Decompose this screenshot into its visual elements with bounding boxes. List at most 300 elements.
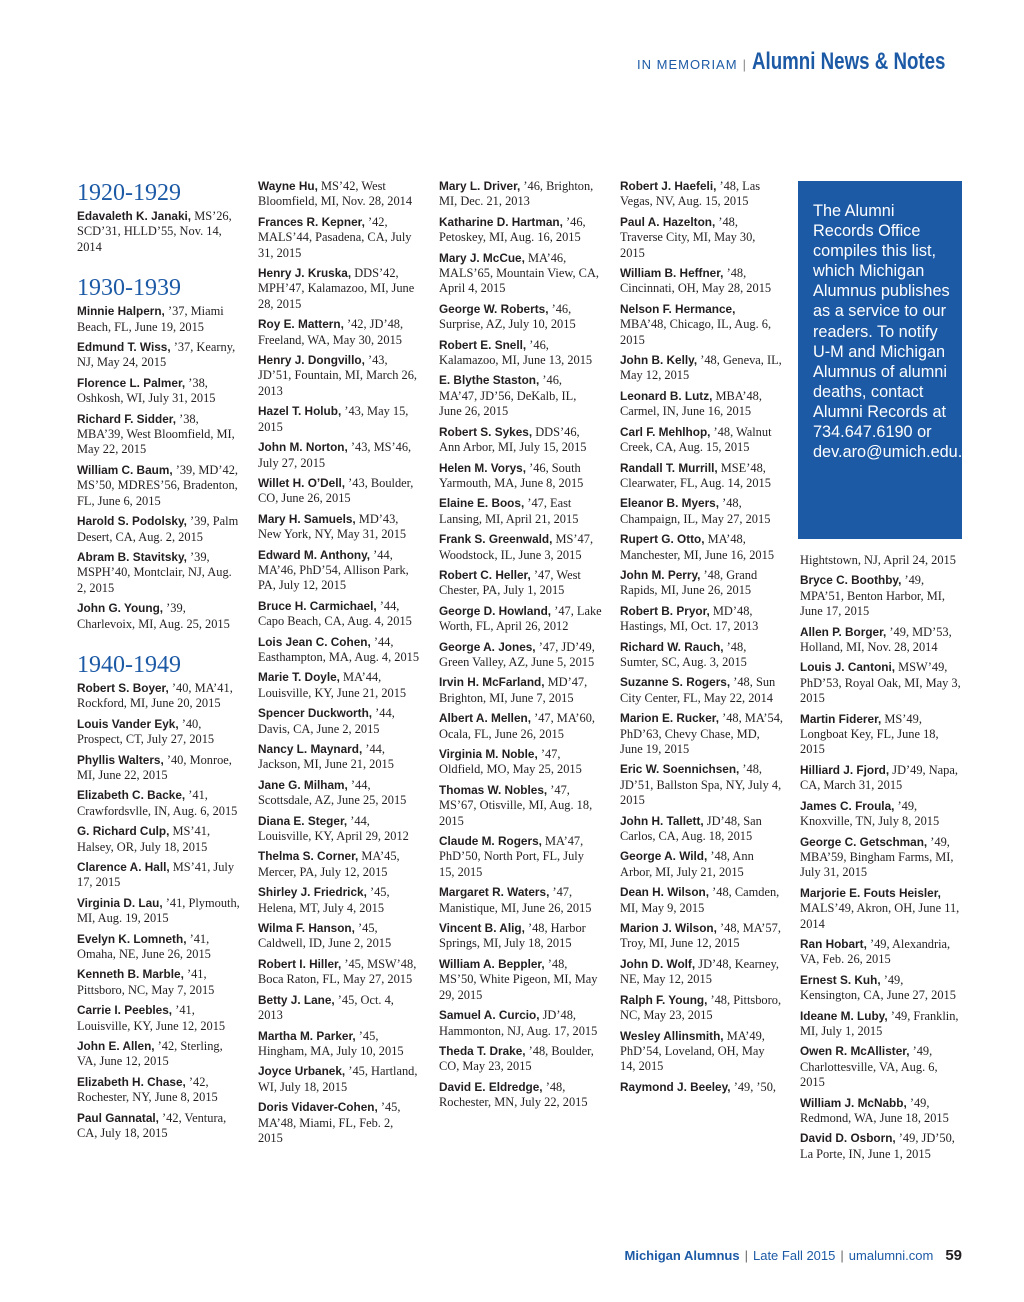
obituary-details: ’45, Hingham, MA, July 10, 2015	[258, 1028, 404, 1058]
alumnus-name: Randall T. Murrill,	[620, 460, 718, 475]
obituary-details: MD’47, Brighton, MI, June 7, 2015	[439, 675, 588, 705]
obituary-details: ’41, Crawfordsvlle, IN, Aug. 6, 2015	[77, 788, 238, 818]
obituary-entry	[439, 302, 602, 333]
alumnus-name: Edavaleth K. Janaki,	[77, 209, 192, 223]
alumnus-name: Paul Gannatal,	[77, 1110, 159, 1125]
obituary-entry	[77, 681, 240, 712]
alumnus-name: Paul A. Hazelton,	[620, 214, 716, 229]
alumnus-name: Ideane M. Luby,	[800, 1008, 888, 1023]
obituary-details: ’47, Lake Worth, FL, April 26, 2012	[439, 603, 602, 634]
obituary-entry	[800, 1096, 963, 1127]
obituary-details: ’45, MSW’48, Boca Raton, FL, May 27, 2015	[258, 956, 417, 987]
alumnus-name: Owen R. McAllister,	[800, 1044, 910, 1059]
alumnus-name: Eleanor B. Myers,	[620, 496, 720, 511]
section-gap	[77, 637, 240, 651]
obituary-entry	[439, 885, 602, 916]
alumnus-name: Marion J. Wilson,	[620, 921, 717, 936]
alumnus-name: Elizabeth C. Backe,	[77, 788, 186, 803]
obituary-details: ’44, Capo Beach, CA, Aug. 4, 2015	[258, 598, 412, 629]
alumnus-name: Marion E. Rucker,	[620, 711, 719, 726]
obituary-entry	[258, 1029, 421, 1060]
obituary-entry	[620, 1029, 783, 1075]
obituary-details: Hightstown, NJ, April 24, 2015	[800, 553, 956, 567]
alumnus-name: Allen P. Borger,	[800, 624, 887, 639]
section-gap	[77, 260, 240, 274]
obituary-entry	[77, 463, 240, 509]
alumnus-name: Minnie Halpern,	[77, 304, 165, 319]
obituary-details: MD’43, New York, NY, May 31, 2015	[258, 511, 407, 542]
obituary-entry	[800, 712, 963, 758]
alumnus-name: Edward M. Anthony,	[258, 547, 371, 562]
obituary-details: ’49, Redmond, WA, June 18, 2015	[800, 1095, 949, 1125]
alumnus-name: William J. McNabb,	[800, 1095, 907, 1110]
obituary-entry	[620, 461, 783, 492]
obituary-entry	[439, 1008, 602, 1039]
obituary-entry	[439, 640, 602, 671]
obituary-details: ’49, MD’53, Holland, MI, Nov. 28, 2014	[800, 624, 952, 655]
obituary-details: ’47, MS’67, Otisville, MI, Aug. 18, 2015	[439, 782, 593, 828]
obituary-entry	[800, 553, 963, 568]
obituary-details: MSE’48, Clearwater, FL, Aug. 14, 2015	[620, 460, 771, 490]
obituary-details: ’46, Petoskey, MI, Aug. 16, 2015	[439, 214, 586, 245]
obituary-details: ’48, JD’51, Ballston Spa, NY, July 4, 2015	[620, 762, 782, 808]
magazine-name: Michigan Alumnus	[624, 1248, 740, 1263]
obituary-entry	[439, 251, 602, 297]
alumnus-name: Louis Vander Eyk,	[77, 716, 179, 731]
alumnus-name: George C. Getschman,	[800, 834, 928, 849]
obituary-entry	[439, 711, 602, 742]
alumnus-name: Marjorie E. Fouts Heisler,	[800, 885, 941, 900]
alumnus-name: George A. Jones,	[439, 639, 536, 654]
obituary-details: ’43, JD’51, Fountain, MI, March 26, 2013	[258, 353, 417, 398]
alumnus-name: E. Blythe Staston,	[439, 373, 540, 388]
obituary-entry	[77, 717, 240, 748]
section-label: IN MEMORIAM	[637, 57, 738, 72]
obituary-details: JD’48, Kearney, NE, May 12, 2015	[620, 956, 779, 987]
alumnus-name: Robert S. Boyer,	[77, 680, 169, 695]
obituary-details: MS’41, Halsey, OR, July 18, 2015	[77, 824, 211, 854]
header-separator: |	[742, 57, 746, 72]
obituary-entry	[439, 1044, 602, 1075]
obituary-details: MA’47, PhD’50, North Port, FL, July 15, 2015	[439, 834, 584, 879]
obituary-entry	[620, 1080, 783, 1095]
obituary-details: MS’47, Woodstock, IL, June 3, 2015	[439, 532, 594, 562]
alumnus-name: Henry J. Dongvillo,	[258, 353, 365, 368]
obituary-details: ’38, Oshkosh, WI, July 31, 2015	[77, 375, 216, 406]
obituary-details: ’37, Miami Beach, FL, June 19, 2015	[77, 304, 224, 334]
alumnus-name: Robert E. Snell,	[439, 337, 527, 352]
alumnus-name: Rupert G. Otto,	[620, 532, 705, 547]
obituary-entry	[800, 1009, 963, 1040]
obituary-details: ’41, Pittsboro, NC, May 7, 2015	[77, 967, 215, 997]
obituary-details: ’49, MBA’59, Bingham Farms, MI, July 31, 2015	[800, 834, 954, 880]
obituary-entry	[620, 496, 783, 527]
obituary-entry	[800, 973, 963, 1004]
alumnus-name: William C. Baum,	[77, 462, 173, 477]
obituary-entry	[800, 886, 963, 932]
obituary-entry	[258, 179, 421, 210]
alumnus-name: Claude M. Rogers,	[439, 834, 542, 849]
alumnus-name: Martin Fiderer,	[800, 711, 882, 726]
alumnus-name: Irvin H. McFarland,	[439, 675, 545, 690]
obituary-details: ’40, MA’41, Rockford, MI, June 20, 2015	[77, 680, 233, 711]
obituary-details: ’48, Champaign, IL, May 27, 2015	[620, 496, 771, 526]
alumnus-name: Wesley Allinsmith,	[620, 1028, 724, 1043]
alumnus-name: Leonard B. Lutz,	[620, 388, 713, 403]
obituary-entry	[620, 762, 783, 808]
alumnus-name: Henry J. Kruska,	[258, 266, 352, 281]
alumnus-name: Louis J. Cantoni,	[800, 660, 896, 675]
obituary-details: ’44, Easthampton, MA, Aug. 4, 2015	[258, 634, 420, 664]
alumnus-name: Theda T. Drake,	[439, 1043, 526, 1058]
obituary-details: ’48, Sumter, SC, Aug. 3, 2015	[620, 639, 747, 669]
obituary-details: MA’48, Manchester, MI, June 16, 2015	[620, 532, 775, 562]
alumnus-name: Roy E. Mattern,	[258, 317, 344, 332]
alumnus-name: Spencer Duckworth,	[258, 706, 373, 721]
alumnus-name: Doris Vidaver-Cohen,	[258, 1100, 378, 1115]
alumnus-name: Ralph F. Young,	[620, 992, 708, 1007]
alumnus-name: Jane G. Milham,	[258, 777, 348, 792]
alumnus-name: Thomas W. Nobles,	[439, 782, 548, 797]
alumnus-name: Robert C. Heller,	[439, 567, 531, 582]
alumnus-name: Lois Jean C. Cohen,	[258, 634, 371, 649]
obituary-details: ’49, Alexandria, VA, Feb. 26, 2015	[800, 936, 951, 967]
obituary-entry	[620, 266, 783, 297]
alumnus-name: Albert A. Mellen,	[439, 711, 531, 726]
obituary-details: ’47, Manistique, MI, June 26, 2015	[439, 885, 592, 915]
obituary-entry	[77, 788, 240, 819]
page-header	[637, 48, 958, 76]
obituary-entry	[439, 373, 602, 419]
obituary-entry	[77, 304, 240, 335]
obituary-entry	[439, 461, 602, 492]
alumnus-name: Richard W. Rauch,	[620, 639, 724, 654]
alumnus-name: Samuel A. Curcio,	[439, 1008, 540, 1023]
obituary-entry	[620, 302, 783, 348]
alumnus-name: Phyllis Walters,	[77, 752, 164, 767]
obituary-entry	[258, 670, 421, 701]
alumnus-name: John B. Kelly,	[620, 353, 698, 368]
obituary-details: ’47, East Lansing, MI, April 21, 2015	[439, 496, 579, 526]
alumnus-name: George D. Howland,	[439, 603, 552, 618]
obituary-details: MSW’49, PhD’53, Royal Oak, MI, May 3, 2015	[800, 660, 961, 706]
alumnus-name: Eric W. Soennichsen,	[620, 762, 740, 777]
obituary-entry	[620, 957, 783, 988]
decade-heading: 1920-1929	[77, 180, 181, 206]
alumnus-name: Kenneth B. Marble,	[77, 967, 184, 982]
obituary-details: MS’41, July 17, 2015	[77, 860, 235, 890]
obituary-entry	[439, 957, 602, 1003]
alumnus-name: Martha M. Parker,	[258, 1028, 356, 1043]
obituary-column-4	[620, 179, 783, 1100]
alumnus-name: Shirley J. Friedrick,	[258, 885, 367, 900]
alumnus-name: Robert B. Pryor,	[620, 603, 710, 618]
obituary-details: JD’48, San Carlos, CA, Aug. 18, 2015	[620, 813, 762, 844]
obituary-entry	[258, 1100, 421, 1146]
alumnus-name: Margaret R. Waters,	[439, 885, 550, 900]
obituary-column-5	[800, 553, 963, 1167]
alumnus-name: Mary L. Driver,	[439, 179, 521, 193]
obituary-details: ’47, MA’60, Ocala, FL, June 26, 2015	[439, 711, 596, 741]
obituary-entry	[258, 1064, 421, 1095]
obituary-details: ’46, Surprise, AZ, July 10, 2015	[439, 301, 576, 332]
obituary-details: ’48, Walnut Creek, CA, Aug. 15, 2015	[620, 424, 772, 455]
obituary-entry	[800, 937, 963, 968]
obituary-entry	[620, 711, 783, 757]
obituary-details: ’43, MS’46, July 27, 2015	[258, 440, 412, 470]
alumnus-name: Marie T. Doyle,	[258, 670, 340, 685]
obituary-details: ’41, Plymouth, MI, Aug. 19, 2015	[77, 895, 240, 926]
alumnus-name: Suzanne S. Rogers,	[620, 675, 731, 690]
alumnus-name: Willet H. O’Dell,	[258, 475, 346, 490]
obituary-details: ’39, MD’42, MS’50, MDRES’56, Bradenton, FL, June 6, 2015	[77, 462, 238, 508]
obituary-details: MA’44, Louisville, KY, June 21, 2015	[258, 670, 407, 700]
obituary-entry	[620, 640, 783, 671]
alumnus-name: Hazel T. Holub,	[258, 404, 342, 419]
obituary-entry	[258, 921, 421, 952]
obituary-details: MD’48, Hastings, MI, Oct. 17, 2013	[620, 603, 759, 634]
issue-label: Late Fall 2015	[752, 1248, 836, 1263]
obituary-entry	[77, 1003, 240, 1034]
obituary-entry	[77, 209, 240, 255]
obituary-entry	[258, 742, 421, 773]
obituary-entry	[77, 340, 240, 371]
obituary-entry	[800, 835, 963, 881]
alumnus-name: David E. Eldredge,	[439, 1079, 543, 1094]
obituary-details: ’48, Boulder, CO, May 23, 2015	[439, 1043, 594, 1074]
obituary-details: ’48, MA’54, PhD’63, Chevy Chase, MD, June 19, 2015	[620, 711, 784, 756]
alumnus-name: Thelma S. Corner,	[258, 849, 359, 864]
obituary-entry	[258, 512, 421, 543]
obituary-entry	[439, 532, 602, 563]
obituary-entry	[439, 834, 602, 880]
alumnus-name: Bryce C. Boothby,	[800, 573, 902, 588]
obituary-details: ’49, ’50,	[730, 1079, 777, 1094]
alumnus-name: Helen M. Vorys,	[439, 460, 526, 475]
alumnus-name: Harold S. Podolsky,	[77, 514, 187, 529]
alumnus-name: Abram B. Stavitsky,	[77, 549, 187, 564]
obituary-entry	[620, 675, 783, 706]
obituary-details: ’44, Scottsdale, AZ, June 25, 2015	[258, 777, 407, 808]
obituary-details: ’48, MS’50, White Pigeon, MI, May 29, 2015	[439, 956, 598, 1002]
obituary-details: ’43, May 15, 2015	[258, 404, 409, 434]
obituary-details: ’42, Ventura, CA, July 18, 2015	[77, 1110, 227, 1141]
obituary-entry	[258, 993, 421, 1024]
obituary-details: ’42, JD’48, Freeland, WA, May 30, 2015	[258, 317, 404, 347]
obituary-details: ’49, Kensington, CA, June 27, 2015	[800, 972, 956, 1003]
obituary-entry	[439, 179, 602, 210]
obituary-details: ’45, Caldwell, ID, June 2, 2015	[258, 921, 392, 951]
alumnus-name: Bruce H. Carmichael,	[258, 598, 377, 613]
obituary-entry	[258, 548, 421, 594]
obituary-entry	[77, 932, 240, 963]
obituary-details: ’47, West Chester, PA, July 1, 2015	[439, 567, 581, 598]
obituary-details: ’40, Monroe, MI, June 22, 2015	[77, 752, 232, 782]
obituary-details: MBA’48, Chicago, IL, Aug. 6, 2015	[620, 317, 772, 347]
obituary-entry	[439, 496, 602, 527]
obituary-entry	[620, 425, 783, 456]
obituary-entry	[77, 824, 240, 855]
obituary-entry	[258, 706, 421, 737]
obituary-details: ’48, MA’57, Troy, MI, June 12, 2015	[620, 921, 781, 951]
obituary-entry	[800, 763, 963, 794]
obituary-column-3	[439, 179, 602, 1116]
obituary-entry	[620, 353, 783, 384]
obituary-details: MBA’48, Carmel, IN, June 16, 2015	[620, 388, 762, 419]
obituary-entry	[258, 215, 421, 261]
decade-heading: 1930-1939	[77, 275, 181, 302]
obituary-details: ’41, Louisville, KY, June 12, 2015	[77, 1003, 226, 1033]
obituary-column-2	[258, 179, 421, 1151]
obituary-details: ’49, MPA’51, Benton Harbor, MI, June 17, 2015	[800, 573, 945, 619]
alumnus-name: John D. Wolf,	[620, 956, 696, 971]
obituary-entry	[258, 599, 421, 630]
obituary-details: ’47, JD’49, Green Valley, AZ, June 5, 2015	[439, 639, 595, 669]
obituary-entry	[77, 550, 240, 596]
alumnus-name: William B. Heffner,	[620, 266, 724, 281]
obituary-entry	[77, 1111, 240, 1142]
obituary-details: ’42, MALS’44, Pasadena, CA, July 31, 2015	[258, 214, 412, 260]
obituary-entry	[800, 573, 963, 619]
alumnus-name: Betty J. Lane,	[258, 992, 335, 1007]
obituary-entry	[620, 921, 783, 952]
obituary-details: ’46, MA’47, JD’56, DeKalb, IL, June 26, 2015	[439, 373, 577, 419]
obituary-details: ’48, Sun City Center, FL, May 22, 2014	[620, 675, 776, 705]
obituary-details: MS’26, SCD’31, HLLD’55, Nov. 14, 2014	[77, 209, 232, 254]
obituary-entry	[620, 179, 783, 210]
obituary-entry	[258, 317, 421, 348]
obituary-entry	[258, 635, 421, 666]
alumnus-name: James C. Froula,	[800, 798, 895, 813]
obituary-details: ’42, Rochester, NY, June 8, 2015	[77, 1074, 218, 1105]
alumnus-name: Diana E. Steger,	[258, 813, 348, 828]
obituary-details: ’49, JD’50, La Porte, IN, June 1, 2015	[800, 1131, 955, 1161]
obituary-entry	[800, 1131, 963, 1162]
obituary-details: ’44, Davis, CA, June 2, 2015	[258, 706, 395, 736]
obituary-entry	[800, 660, 963, 706]
obituary-details: ’44, MA’46, PhD’54, Allison Park, PA, July 12, 2015	[258, 547, 409, 593]
page-footer	[625, 1247, 962, 1264]
website-link[interactable]: umalumni.com	[848, 1248, 934, 1263]
obituary-details: DDS’46, Ann Arbor, MI, July 15, 2015	[439, 424, 587, 455]
obituary-details: ’48, Ann Arbor, MI, July 21, 2015	[620, 849, 754, 879]
alumnus-name: Hilliard J. Fjord,	[800, 762, 890, 777]
alumnus-name: George W. Roberts,	[439, 301, 549, 316]
alumnus-name: Robert J. Haefeli,	[620, 179, 717, 193]
obituary-entry	[439, 568, 602, 599]
alumnus-name: Frank S. Greenwald,	[439, 532, 553, 547]
obituary-details: ’48, Cincinnati, OH, May 28, 2015	[620, 266, 772, 296]
alumnus-name: G. Richard Culp,	[77, 824, 170, 839]
obituary-entry	[439, 747, 602, 778]
obituary-details: ’48, Harbor Springs, MI, July 18, 2015	[439, 921, 586, 951]
alumnus-name: Elizabeth H. Chase,	[77, 1074, 186, 1089]
alumnus-name: Raymond J. Beeley,	[620, 1079, 731, 1094]
obituary-entry	[258, 814, 421, 845]
alumnus-name: Florence L. Palmer,	[77, 375, 186, 390]
footer-separator: |	[840, 1248, 844, 1263]
obituary-details: JD’48, Hammonton, NJ, Aug. 17, 2015	[439, 1008, 598, 1038]
alumnus-name: John E. Allen,	[77, 1039, 155, 1054]
alumnus-name: John M. Perry,	[620, 567, 701, 582]
obituary-entry	[439, 1080, 602, 1111]
alumnus-name: Robert I. Hiller,	[258, 956, 342, 971]
footer-separator: |	[744, 1248, 748, 1263]
alumnus-name: Ran Hobart,	[800, 936, 867, 951]
obituary-details: ’47, Oldfield, MO, May 25, 2015	[439, 747, 582, 777]
obituary-entry	[620, 568, 783, 599]
obituary-entry	[620, 604, 783, 635]
section-title: Alumni News & Notes	[751, 48, 946, 75]
alumnus-name: Virginia M. Noble,	[439, 747, 538, 761]
alumnus-name: Evelyn K. Lomneth,	[77, 931, 187, 946]
obituary-details: ’48, Grand Rapids, MI, June 26, 2015	[620, 567, 758, 598]
obituary-details: ’45, Oct. 4, 2013	[258, 992, 394, 1023]
obituary-entry	[77, 896, 240, 927]
decade-heading: 1940-1949	[77, 651, 181, 678]
alumnus-name: Clarence A. Hall,	[77, 860, 170, 874]
obituary-details: MALS’49, Akron, OH, June 11, 2014	[800, 901, 960, 931]
obituary-details: ’45, Helena, MT, July 4, 2015	[258, 885, 390, 915]
obituary-details: ’48, Traverse City, MI, May 30, 2015	[620, 214, 756, 260]
alumnus-name: Virginia D. Lau,	[77, 895, 163, 910]
obituary-details: MA’49, PhD’54, Loveland, OH, May 14, 2015	[620, 1028, 765, 1074]
obituary-entry	[77, 601, 240, 632]
obituary-details: DDS’42, MPH’47, Kalamazoo, MI, June 28, 2015	[258, 266, 415, 311]
obituary-details: ’49, Knoxville, TN, July 8, 2015	[800, 798, 940, 829]
obituary-entry	[620, 885, 783, 916]
obituary-details: ’44, Louisville, KY, April 29, 2012	[258, 813, 409, 844]
obituary-details: ’48, Pittsboro, NC, May 23, 2015	[620, 992, 782, 1023]
alumni-records-callout	[798, 181, 962, 539]
obituary-entry	[620, 849, 783, 880]
obituary-column-1	[77, 179, 240, 1147]
obituary-entry	[439, 921, 602, 952]
alumnus-name: John G. Young,	[77, 601, 164, 616]
obituary-entry	[800, 625, 963, 656]
obituary-entry	[620, 215, 783, 261]
obituary-details: ’46, Kalamazoo, MI, June 13, 2015	[439, 337, 593, 368]
obituary-entry	[258, 353, 421, 399]
obituary-details: ’44, Jackson, MI, June 21, 2015	[258, 742, 394, 772]
obituary-entry	[258, 440, 421, 471]
obituary-entry	[77, 1075, 240, 1106]
obituary-details: ’49, Charlottesville, VA, Aug. 6, 2015	[800, 1044, 938, 1090]
obituary-entry	[77, 967, 240, 998]
obituary-entry	[258, 778, 421, 809]
obituary-details: ’49, Franklin, MI, July 1, 2015	[800, 1008, 959, 1038]
alumnus-name: Vincent B. Alig,	[439, 921, 525, 936]
obituary-details: ’48, Camden, MI, May 9, 2015	[620, 885, 780, 915]
obituary-details: ’37, Kearny, NJ, May 24, 2015	[77, 340, 236, 370]
obituary-entry	[620, 993, 783, 1024]
alumnus-name: Mary J. McCue,	[439, 250, 525, 265]
obituary-entry	[439, 783, 602, 829]
obituary-entry	[258, 404, 421, 435]
obituary-entry	[258, 266, 421, 312]
obituary-details: ’41, Omaha, NE, June 26, 2015	[77, 931, 211, 962]
alumnus-name: Robert S. Sykes,	[439, 424, 533, 439]
obituary-entry	[258, 849, 421, 880]
obituary-details: JD’49, Napa, CA, March 31, 2015	[800, 762, 958, 793]
obituary-details: ’39, MSPH’40, Montclair, NJ, Aug. 2, 2015	[77, 549, 232, 595]
obituary-details: ’45, MA’48, Miami, FL, Feb. 2, 2015	[258, 1100, 401, 1145]
alumnus-name: Edmund T. Wiss,	[77, 340, 171, 355]
obituary-entry	[620, 814, 783, 845]
alumnus-name: Ernest S. Kuh,	[800, 972, 881, 987]
obituary-entry	[439, 675, 602, 706]
obituary-entry	[620, 532, 783, 563]
